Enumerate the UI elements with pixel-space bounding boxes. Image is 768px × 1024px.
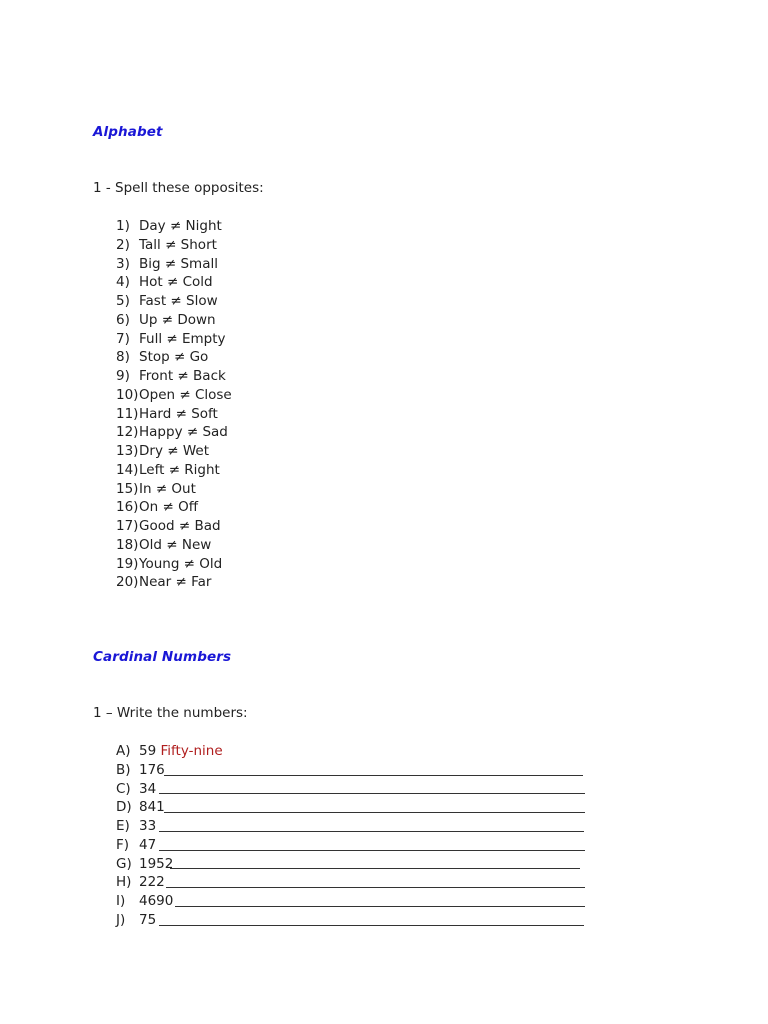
cardinal-numbers-heading: Cardinal Numbers bbox=[93, 649, 232, 665]
opposite-pair: In ≠ Out bbox=[139, 480, 196, 497]
list-item bbox=[116, 461, 232, 480]
answer-blank-line[interactable] bbox=[164, 775, 583, 776]
item-marker: 1) bbox=[116, 218, 130, 234]
item-marker: 15) bbox=[116, 480, 139, 497]
item-marker: 9) bbox=[116, 368, 130, 384]
item-marker: 13) bbox=[116, 443, 139, 459]
item-marker: C) bbox=[116, 780, 131, 797]
numbers-list bbox=[116, 742, 223, 930]
answer-blank-line[interactable] bbox=[159, 925, 584, 926]
item-marker: 5) bbox=[116, 293, 130, 309]
opposite-pair: Fast ≠ Slow bbox=[139, 293, 218, 309]
number-value: 47 bbox=[139, 836, 157, 853]
item-marker: F) bbox=[116, 836, 130, 853]
item-marker: 10) bbox=[116, 386, 139, 403]
list-item bbox=[116, 573, 232, 592]
alphabet-heading: Alphabet bbox=[93, 124, 163, 140]
list-item bbox=[116, 798, 223, 817]
item-marker: 6) bbox=[116, 311, 130, 328]
number-value: 176 bbox=[139, 761, 165, 778]
list-item bbox=[116, 742, 223, 761]
item-marker: A) bbox=[116, 743, 131, 759]
opposite-pair: Front ≠ Back bbox=[139, 368, 226, 384]
opposite-pair: Hard ≠ Soft bbox=[139, 405, 218, 422]
opposite-pair: Young ≠ Old bbox=[139, 555, 223, 572]
item-marker: 20) bbox=[116, 574, 139, 591]
opposite-pair: Dry ≠ Wet bbox=[139, 443, 209, 459]
list-item bbox=[116, 442, 232, 461]
number-value: 841 bbox=[139, 799, 165, 816]
item-marker: D) bbox=[116, 799, 132, 816]
item-marker: B) bbox=[116, 761, 131, 778]
list-item bbox=[116, 405, 232, 424]
item-marker: G) bbox=[116, 855, 132, 872]
opposite-pair: Happy ≠ Sad bbox=[139, 424, 228, 441]
list-item bbox=[116, 892, 223, 911]
list-item bbox=[116, 311, 232, 330]
number-value: 222 bbox=[139, 874, 165, 891]
list-item bbox=[116, 330, 232, 349]
item-marker: 14) bbox=[116, 461, 139, 478]
number-answer: Fifty-nine bbox=[160, 743, 223, 759]
list-item bbox=[116, 273, 232, 292]
opposite-pair: Tall ≠ Short bbox=[139, 236, 217, 253]
item-marker: 19) bbox=[116, 555, 139, 572]
list-item bbox=[116, 780, 223, 799]
item-marker: 4) bbox=[116, 274, 130, 291]
answer-blank-line[interactable] bbox=[175, 906, 585, 907]
list-item bbox=[116, 480, 232, 499]
list-item bbox=[116, 348, 232, 367]
opposites-list bbox=[116, 217, 232, 592]
list-item bbox=[116, 386, 232, 405]
list-item bbox=[116, 855, 223, 874]
opposite-pair: Old ≠ New bbox=[139, 536, 212, 553]
list-item bbox=[116, 217, 232, 236]
number-value: 4690 bbox=[139, 893, 174, 909]
answer-blank-line[interactable] bbox=[159, 793, 585, 794]
list-item bbox=[116, 498, 232, 517]
list-item bbox=[116, 536, 232, 555]
list-item bbox=[116, 236, 232, 255]
item-marker: H) bbox=[116, 874, 132, 891]
answer-blank-line[interactable] bbox=[164, 812, 585, 813]
answer-blank-line[interactable] bbox=[170, 868, 580, 869]
number-value: 34 bbox=[139, 780, 157, 797]
opposite-pair: Open ≠ Close bbox=[139, 386, 232, 403]
list-item bbox=[116, 555, 232, 574]
list-item bbox=[116, 292, 232, 311]
opposite-pair: Up ≠ Down bbox=[139, 311, 216, 328]
list-item bbox=[116, 367, 232, 386]
item-marker: 17) bbox=[116, 518, 139, 534]
item-marker: I) bbox=[116, 893, 126, 909]
item-marker: E) bbox=[116, 818, 130, 834]
item-marker: J) bbox=[116, 911, 126, 928]
list-item bbox=[116, 911, 223, 930]
item-marker: 16) bbox=[116, 499, 139, 516]
number-value: 75 bbox=[139, 911, 157, 928]
item-marker: 7) bbox=[116, 330, 130, 347]
opposite-pair: Stop ≠ Go bbox=[139, 349, 209, 366]
item-marker: 3) bbox=[116, 255, 130, 272]
opposite-pair: On ≠ Off bbox=[139, 499, 199, 516]
list-item bbox=[116, 761, 223, 780]
list-item bbox=[116, 423, 232, 442]
item-marker: 8) bbox=[116, 349, 130, 366]
opposite-pair: Full ≠ Empty bbox=[139, 330, 226, 347]
alphabet-instruction: 1 - Spell these opposites: bbox=[93, 180, 264, 196]
list-item bbox=[116, 255, 232, 274]
number-value: 33 bbox=[139, 818, 157, 834]
item-marker: 11) bbox=[116, 405, 139, 422]
opposite-pair: Big ≠ Small bbox=[139, 255, 218, 272]
number-value: 1952 bbox=[139, 855, 174, 872]
answer-blank-line[interactable] bbox=[159, 850, 585, 851]
item-marker: 18) bbox=[116, 536, 139, 553]
cardinal-instruction: 1 – Write the numbers: bbox=[93, 705, 248, 721]
number-value: 59 bbox=[139, 743, 157, 759]
list-item bbox=[116, 817, 223, 836]
list-item bbox=[116, 873, 223, 892]
opposite-pair: Good ≠ Bad bbox=[139, 518, 221, 534]
item-marker: 12) bbox=[116, 424, 139, 441]
item-marker: 2) bbox=[116, 236, 130, 253]
opposite-pair: Day ≠ Night bbox=[139, 218, 222, 234]
list-item bbox=[116, 517, 232, 536]
list-item bbox=[116, 836, 223, 855]
opposite-pair: Left ≠ Right bbox=[139, 461, 220, 478]
opposite-pair: Hot ≠ Cold bbox=[139, 274, 213, 291]
answer-blank-line[interactable] bbox=[166, 887, 585, 888]
answer-blank-line[interactable] bbox=[159, 831, 584, 832]
opposite-pair: Near ≠ Far bbox=[139, 574, 212, 591]
